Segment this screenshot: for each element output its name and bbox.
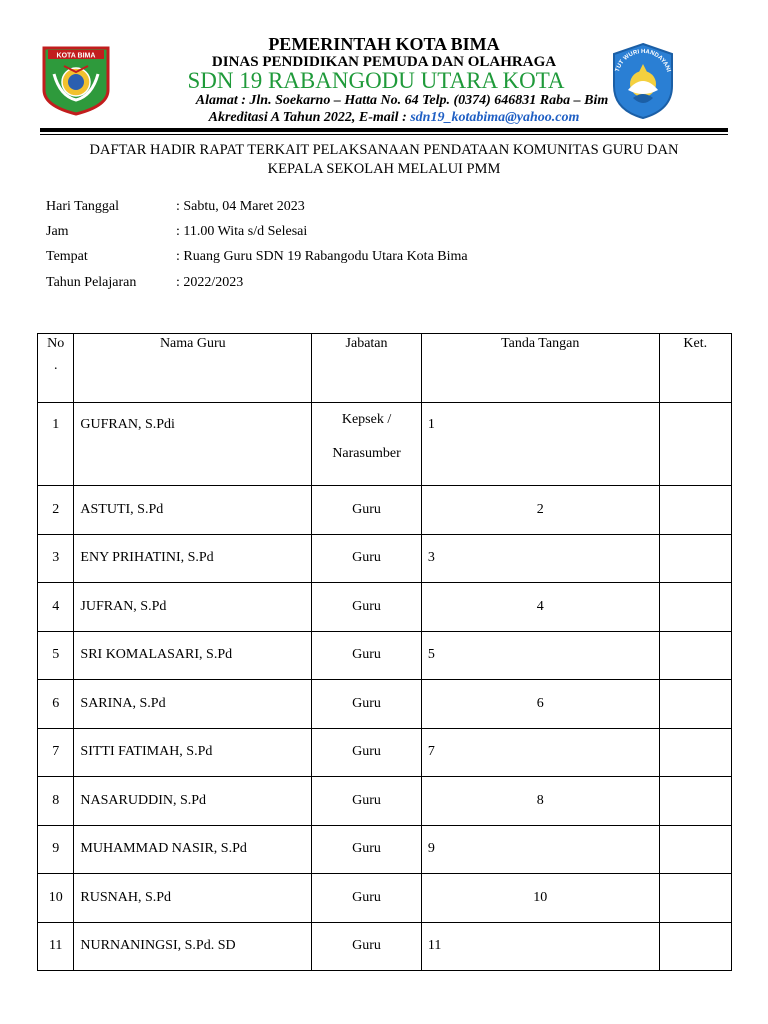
row-name: NASARUDDIN, S.Pd [74,777,312,826]
table-row [38,534,732,583]
row-job-line2: Narasumber [332,446,401,461]
row-notes [659,874,731,923]
row-signature[interactable]: 1 [421,403,659,486]
row-notes [659,631,731,680]
letterhead-rule-thin [40,134,728,135]
school-name: SDN 19 RABANGODU UTARA KOTA [187,68,565,93]
table-row [38,486,732,535]
row-notes [659,777,731,826]
info-value-time: : 11.00 Wita s/d Selesai [176,224,308,239]
row-notes [659,486,731,535]
header-job: Jabatan [312,334,422,403]
row-job: Guru [312,825,422,874]
right-logo-text: TUT WURI HANDAYANI [614,48,672,73]
row-notes [659,922,731,971]
row-no: 2 [38,486,74,535]
table-header-row [38,334,732,403]
row-signature[interactable]: 7 [421,728,659,777]
row-signature[interactable]: 9 [421,825,659,874]
row-signature[interactable]: 11 [421,922,659,971]
row-notes [659,583,731,632]
row-job [312,403,422,486]
table-row [38,631,732,680]
row-name: RUSNAH, S.Pd [74,874,312,923]
row-no: 10 [38,874,74,923]
row-signature[interactable]: 8 [421,777,659,826]
row-name: SRI KOMALASARI, S.Pd [74,631,312,680]
row-no: 8 [38,777,74,826]
info-label-date: Hari Tanggal [46,199,120,214]
row-name: ENY PRIHATINI, S.Pd [74,534,312,583]
table-row [38,680,732,729]
document-title-line1: DAFTAR HADIR RAPAT TERKAIT PELAKSANAAN PENDATAAN KOMUNITAS GURU DAN [89,142,679,158]
row-no: 3 [38,534,74,583]
row-job: Guru [312,777,422,826]
row-no: 4 [38,583,74,632]
letterhead-rule-thick [40,128,728,132]
department-name: DINAS PENDIDIKAN PEMUDA DAN OLAHRAGA [211,54,557,70]
row-notes [659,825,731,874]
header-signature: Tanda Tangan [421,334,659,403]
email-link[interactable]: sdn19_kotabima@yahoo.com [410,110,580,125]
row-notes [659,403,731,486]
info-value-year: : 2022/2023 [176,275,244,290]
row-name: MUHAMMAD NASIR, S.Pd [74,825,312,874]
row-signature[interactable]: 3 [421,534,659,583]
row-no: 11 [38,922,74,971]
row-job: Guru [312,631,422,680]
row-job: Guru [312,583,422,632]
row-notes [659,534,731,583]
table-row [38,728,732,777]
header-no [38,334,74,403]
school-address: Alamat : Jln. Soekarno – Hatta No. 64 Telp. (0374) 646831 Raba – Bim [195,93,609,108]
table-row [38,922,732,971]
header-name: Nama Guru [74,334,312,403]
header-no-dot: . [53,358,58,373]
row-no: 1 [38,403,74,486]
header-no-text: No [47,336,65,351]
info-label-place: Tempat [46,249,88,264]
info-value-date: : Sabtu, 04 Maret 2023 [176,199,305,214]
government-name: PEMERINTAH KOTA BIMA [268,34,500,54]
info-label-time: Jam [46,224,69,239]
row-signature[interactable]: 2 [421,486,659,535]
table-row [38,874,732,923]
row-notes [659,728,731,777]
info-label-year: Tahun Pelajaran [46,275,137,290]
row-job: Guru [312,874,422,923]
info-value-place: : Ruang Guru SDN 19 Rabangodu Utara Kota Bima [176,249,468,264]
row-no: 9 [38,825,74,874]
header-notes: Ket. [659,334,731,403]
row-signature[interactable]: 6 [421,680,659,729]
table-row [38,825,732,874]
row-no: 6 [38,680,74,729]
row-name: SARINA, S.Pd [74,680,312,729]
accreditation-line [10,110,768,126]
row-name: JUFRAN, S.Pd [74,583,312,632]
row-job: Guru [312,728,422,777]
row-name: GUFRAN, S.Pdi [74,403,312,486]
attendance-table [37,333,732,971]
row-name: ASTUTI, S.Pd [74,486,312,535]
row-name: NURNANINGSI, S.Pd. SD [74,922,312,971]
row-job-line1: Kepsek / [341,412,392,427]
document-title-line2: KEPALA SEKOLAH MELALUI PMM [267,161,501,177]
table-row [38,403,732,486]
row-no: 5 [38,631,74,680]
accreditation-text: Akreditasi A Tahun 2022, E-mail : [208,110,411,125]
table-row [38,583,732,632]
row-name: SITTI FATIMAH, S.Pd [74,728,312,777]
table-row [38,777,732,826]
row-signature[interactable]: 10 [421,874,659,923]
row-notes [659,680,731,729]
row-job: Guru [312,534,422,583]
row-signature[interactable]: 4 [421,583,659,632]
row-no: 7 [38,728,74,777]
row-job: Guru [312,680,422,729]
emblem-text: KOTA BIMA [56,52,96,60]
row-job: Guru [312,486,422,535]
row-signature[interactable]: 5 [421,631,659,680]
row-job: Guru [312,922,422,971]
